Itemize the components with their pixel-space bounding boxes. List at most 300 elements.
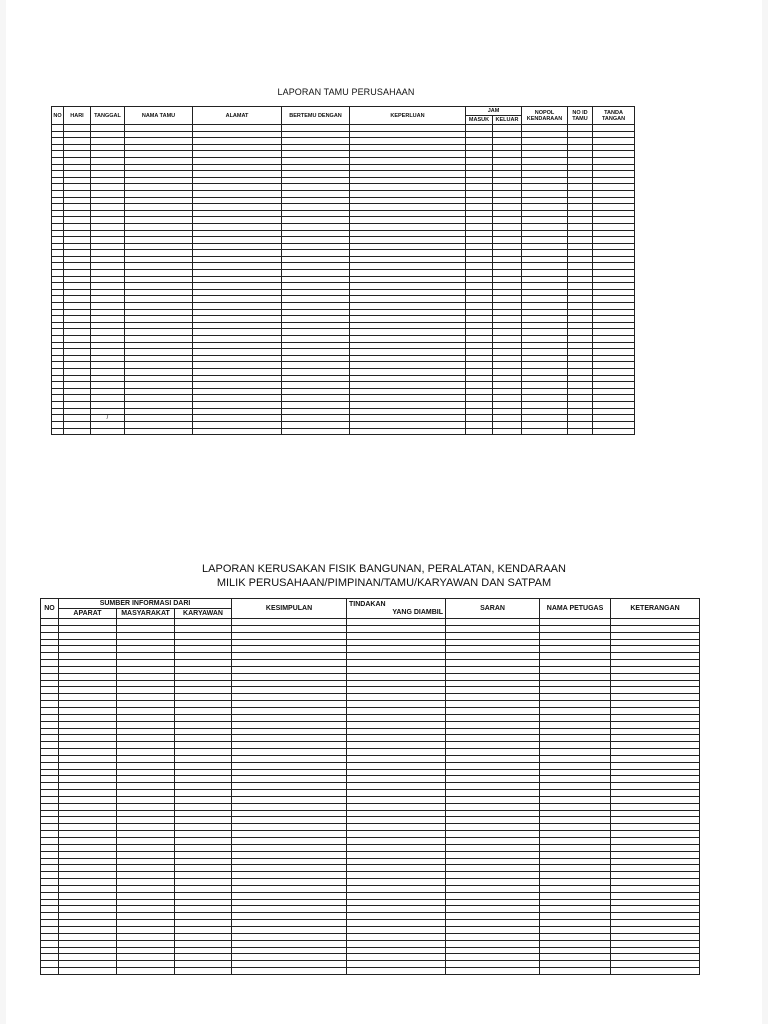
table-cell [350, 401, 466, 408]
table-row [52, 250, 635, 257]
table-cell [522, 316, 568, 323]
table-cell [350, 283, 466, 290]
table-cell [52, 408, 64, 415]
table-cell [125, 422, 193, 429]
table-cell [593, 223, 635, 230]
tanda-line1: TANDA [604, 109, 623, 116]
table-cell [347, 851, 446, 858]
table-cell [91, 243, 125, 250]
table-cell [611, 838, 700, 845]
table-cell [193, 388, 282, 395]
table-cell [540, 673, 611, 680]
table-cell [59, 844, 117, 851]
table-cell [125, 131, 193, 138]
table-cell [568, 164, 593, 171]
table-cell [493, 131, 522, 138]
table-cell [611, 687, 700, 694]
table-cell [593, 303, 635, 310]
table-cell [175, 639, 232, 646]
table-cell [493, 157, 522, 164]
table-cell [350, 309, 466, 316]
table-cell [59, 707, 117, 714]
table-cell [117, 728, 175, 735]
table-cell [175, 769, 232, 776]
table-cell [117, 865, 175, 872]
table-cell [117, 926, 175, 933]
table-cell [446, 653, 540, 660]
table-cell [593, 250, 635, 257]
table-cell [193, 237, 282, 244]
table-cell [350, 217, 466, 224]
table-cell [59, 865, 117, 872]
table-cell [59, 872, 117, 879]
table-cell [91, 316, 125, 323]
table-cell [52, 204, 64, 211]
table-cell [466, 362, 493, 369]
table-cell [568, 382, 593, 389]
table-cell [91, 125, 125, 132]
table-cell [593, 362, 635, 369]
table-cell [59, 933, 117, 940]
table-cell [466, 217, 493, 224]
table-cell [41, 639, 59, 646]
table-cell [193, 184, 282, 191]
table-cell [446, 680, 540, 687]
table-cell [446, 673, 540, 680]
table-cell [232, 687, 347, 694]
table-cell [52, 250, 64, 257]
table-cell [91, 197, 125, 204]
table-cell [493, 276, 522, 283]
table-cell [350, 164, 466, 171]
table-cell [350, 243, 466, 250]
table-cell [350, 349, 466, 356]
table-cell [347, 728, 446, 735]
table-cell [522, 190, 568, 197]
table-row [52, 309, 635, 316]
table-row [52, 270, 635, 277]
table-cell [125, 322, 193, 329]
table-cell [466, 283, 493, 290]
table-cell [175, 872, 232, 879]
table-cell [64, 184, 91, 191]
table-cell [232, 920, 347, 927]
table-cell [493, 316, 522, 323]
table-cell [64, 223, 91, 230]
col-masyarakat: MASYARAKAT [117, 609, 175, 619]
table-cell [91, 342, 125, 349]
table-cell [522, 230, 568, 237]
table-cell [41, 769, 59, 776]
table-cell [232, 899, 347, 906]
table-cell [611, 694, 700, 701]
table-cell [91, 190, 125, 197]
table-cell [522, 322, 568, 329]
table-cell [64, 190, 91, 197]
table-cell [125, 157, 193, 164]
table-cell [593, 184, 635, 191]
table-cell [117, 831, 175, 838]
table-cell [232, 913, 347, 920]
col-nama-tamu: NAMA TAMU [125, 107, 193, 125]
table-cell [568, 256, 593, 263]
table-cell [522, 223, 568, 230]
table-cell [347, 735, 446, 742]
table-cell [59, 892, 117, 899]
table-cell [52, 388, 64, 395]
table-cell [347, 926, 446, 933]
table-cell [125, 204, 193, 211]
col-saran: SARAN [446, 599, 540, 619]
table-cell [232, 892, 347, 899]
table-cell [282, 243, 350, 250]
col-kesimpulan: KESIMPULAN [232, 599, 347, 619]
table-cell [64, 270, 91, 277]
table-cell [493, 243, 522, 250]
table-cell [175, 694, 232, 701]
table-cell [611, 701, 700, 708]
table-cell [59, 838, 117, 845]
table-cell [522, 125, 568, 132]
table-row [41, 714, 700, 721]
table-cell [611, 728, 700, 735]
table-cell [282, 204, 350, 211]
col-jam-masuk: MASUK [466, 116, 493, 125]
table-cell [193, 329, 282, 336]
table-cell [59, 660, 117, 667]
table-cell [193, 177, 282, 184]
table-cell [350, 276, 466, 283]
col-keperluan: KEPERLUAN [350, 107, 466, 125]
table-row [52, 375, 635, 382]
table-cell [52, 171, 64, 178]
table-cell [91, 336, 125, 343]
table-cell [611, 673, 700, 680]
table-cell [175, 755, 232, 762]
table-row [52, 316, 635, 323]
table-cell [347, 810, 446, 817]
table-cell [59, 714, 117, 721]
table-cell [59, 899, 117, 906]
table-cell [282, 283, 350, 290]
table-cell [568, 329, 593, 336]
table-cell [232, 879, 347, 886]
table-cell [611, 879, 700, 886]
table-cell [41, 680, 59, 687]
table-cell [568, 210, 593, 217]
table-cell [282, 368, 350, 375]
table-cell [350, 303, 466, 310]
table-cell [568, 355, 593, 362]
table-cell [347, 899, 446, 906]
table-cell [568, 368, 593, 375]
table-cell [611, 824, 700, 831]
table-cell [41, 940, 59, 947]
table-cell [466, 138, 493, 145]
table-cell [282, 355, 350, 362]
table-row [41, 913, 700, 920]
table-cell [611, 961, 700, 968]
table-cell [593, 375, 635, 382]
table-cell [540, 660, 611, 667]
damage-report-table [40, 598, 700, 975]
table-cell [466, 422, 493, 429]
table-cell [347, 968, 446, 975]
table-cell [350, 190, 466, 197]
table-cell [117, 954, 175, 961]
table-cell [522, 171, 568, 178]
table-cell [193, 138, 282, 145]
table-cell [493, 401, 522, 408]
table-row [52, 177, 635, 184]
table-cell [611, 926, 700, 933]
table-cell [568, 263, 593, 270]
table-cell [41, 687, 59, 694]
table-cell [493, 388, 522, 395]
table-cell [466, 223, 493, 230]
table-cell [41, 714, 59, 721]
table-cell [282, 144, 350, 151]
table-cell [282, 382, 350, 389]
table-cell [193, 151, 282, 158]
table-cell [193, 362, 282, 369]
table-cell [466, 375, 493, 382]
table-cell [91, 217, 125, 224]
table-cell [91, 415, 125, 422]
table-row [52, 336, 635, 343]
table-cell [611, 762, 700, 769]
table-cell [446, 824, 540, 831]
table-cell [611, 858, 700, 865]
table-cell [347, 961, 446, 968]
table-row [41, 680, 700, 687]
table-cell [446, 687, 540, 694]
table-cell [59, 762, 117, 769]
table-cell [350, 316, 466, 323]
table-cell [568, 204, 593, 211]
table-cell [611, 810, 700, 817]
guest-report-body [52, 125, 635, 435]
table-cell [347, 906, 446, 913]
col-tanggal: TANGGAL [91, 107, 125, 125]
table-cell [232, 961, 347, 968]
table-cell [568, 289, 593, 296]
damage-report-body [41, 619, 700, 975]
table-cell [522, 197, 568, 204]
table-cell [593, 309, 635, 316]
table-cell [175, 831, 232, 838]
table-cell [446, 885, 540, 892]
table-cell [466, 303, 493, 310]
table-row [52, 276, 635, 283]
table-cell [568, 388, 593, 395]
table-cell [59, 694, 117, 701]
table-cell [52, 336, 64, 343]
table-cell [493, 283, 522, 290]
table-cell [347, 920, 446, 927]
table-cell [125, 283, 193, 290]
table-cell [593, 243, 635, 250]
table-cell [232, 824, 347, 831]
table-cell [593, 388, 635, 395]
table-cell [540, 714, 611, 721]
table-cell [593, 263, 635, 270]
col-alamat: ALAMAT [193, 107, 282, 125]
table-cell [446, 926, 540, 933]
table-cell [91, 151, 125, 158]
table-cell [175, 666, 232, 673]
table-cell [568, 157, 593, 164]
table-cell [446, 619, 540, 626]
table-cell [493, 309, 522, 316]
table-cell [41, 742, 59, 749]
table-cell [522, 388, 568, 395]
table-cell [41, 803, 59, 810]
table-cell [232, 954, 347, 961]
table-cell [522, 408, 568, 415]
table-cell [282, 342, 350, 349]
table-row [41, 872, 700, 879]
table-cell [593, 395, 635, 402]
table-cell [593, 382, 635, 389]
table-cell [611, 906, 700, 913]
table-cell [117, 803, 175, 810]
table-cell [117, 687, 175, 694]
table-cell [117, 796, 175, 803]
table-cell [282, 349, 350, 356]
table-cell [41, 673, 59, 680]
table-cell [91, 303, 125, 310]
table-cell [41, 721, 59, 728]
table-cell [466, 177, 493, 184]
table-row [52, 289, 635, 296]
table-cell [347, 790, 446, 797]
table-cell [41, 735, 59, 742]
table-cell [117, 619, 175, 626]
table-cell [91, 131, 125, 138]
table-cell [522, 243, 568, 250]
table-cell [125, 270, 193, 277]
table-cell [466, 171, 493, 178]
document-page [6, 0, 762, 1024]
table-cell [493, 395, 522, 402]
table-cell [446, 940, 540, 947]
table-cell [125, 382, 193, 389]
table-cell [59, 926, 117, 933]
table-cell [493, 415, 522, 422]
table-cell [611, 803, 700, 810]
table-cell [282, 164, 350, 171]
table-cell [350, 415, 466, 422]
table-row [41, 701, 700, 708]
table-cell [522, 329, 568, 336]
table-cell [125, 256, 193, 263]
table-cell [91, 408, 125, 415]
table-cell [611, 968, 700, 975]
table-cell [282, 210, 350, 217]
table-cell [175, 899, 232, 906]
col-keterangan: KETERANGAN [611, 599, 700, 619]
table-cell [125, 164, 193, 171]
table-cell [611, 755, 700, 762]
table-cell [125, 197, 193, 204]
table-cell [59, 680, 117, 687]
table-cell [593, 283, 635, 290]
table-cell [232, 762, 347, 769]
table-cell [540, 933, 611, 940]
table-cell [611, 660, 700, 667]
table-cell [347, 776, 446, 783]
table-cell [493, 349, 522, 356]
table-cell [175, 680, 232, 687]
table-row [41, 844, 700, 851]
table-cell [540, 899, 611, 906]
table-cell [350, 395, 466, 402]
table-cell [350, 388, 466, 395]
table-cell [593, 190, 635, 197]
table-cell [446, 913, 540, 920]
table-cell [593, 342, 635, 349]
table-row [52, 401, 635, 408]
table-cell [611, 653, 700, 660]
table-cell [593, 138, 635, 145]
table-cell [593, 355, 635, 362]
table-cell [59, 735, 117, 742]
table-cell [350, 184, 466, 191]
table-cell [64, 230, 91, 237]
table-cell [232, 625, 347, 632]
table-cell [175, 721, 232, 728]
table-cell [117, 673, 175, 680]
table-cell [193, 263, 282, 270]
table-cell [125, 184, 193, 191]
table-cell [91, 296, 125, 303]
table-cell [175, 940, 232, 947]
table-cell [59, 721, 117, 728]
table-cell [446, 701, 540, 708]
table-cell [493, 217, 522, 224]
table-cell [91, 184, 125, 191]
table-cell [540, 694, 611, 701]
table-cell [232, 660, 347, 667]
table-cell [350, 296, 466, 303]
table-cell [446, 899, 540, 906]
table-cell [522, 401, 568, 408]
table-cell [232, 885, 347, 892]
table-cell [64, 138, 91, 145]
table-cell [493, 204, 522, 211]
table-cell [347, 701, 446, 708]
table-cell [64, 309, 91, 316]
table-cell [350, 368, 466, 375]
table-cell [64, 131, 91, 138]
table-cell [282, 316, 350, 323]
table-cell [59, 879, 117, 886]
damage-report-title [6, 562, 762, 590]
table-cell [522, 428, 568, 435]
table-cell [125, 415, 193, 422]
table-cell [64, 329, 91, 336]
table-cell [493, 428, 522, 435]
table-cell [64, 368, 91, 375]
table-cell [466, 256, 493, 263]
table-cell [193, 382, 282, 389]
table-cell [446, 892, 540, 899]
table-cell [568, 237, 593, 244]
table-cell [175, 933, 232, 940]
table-cell [175, 742, 232, 749]
col-hari: HARI [64, 107, 91, 125]
